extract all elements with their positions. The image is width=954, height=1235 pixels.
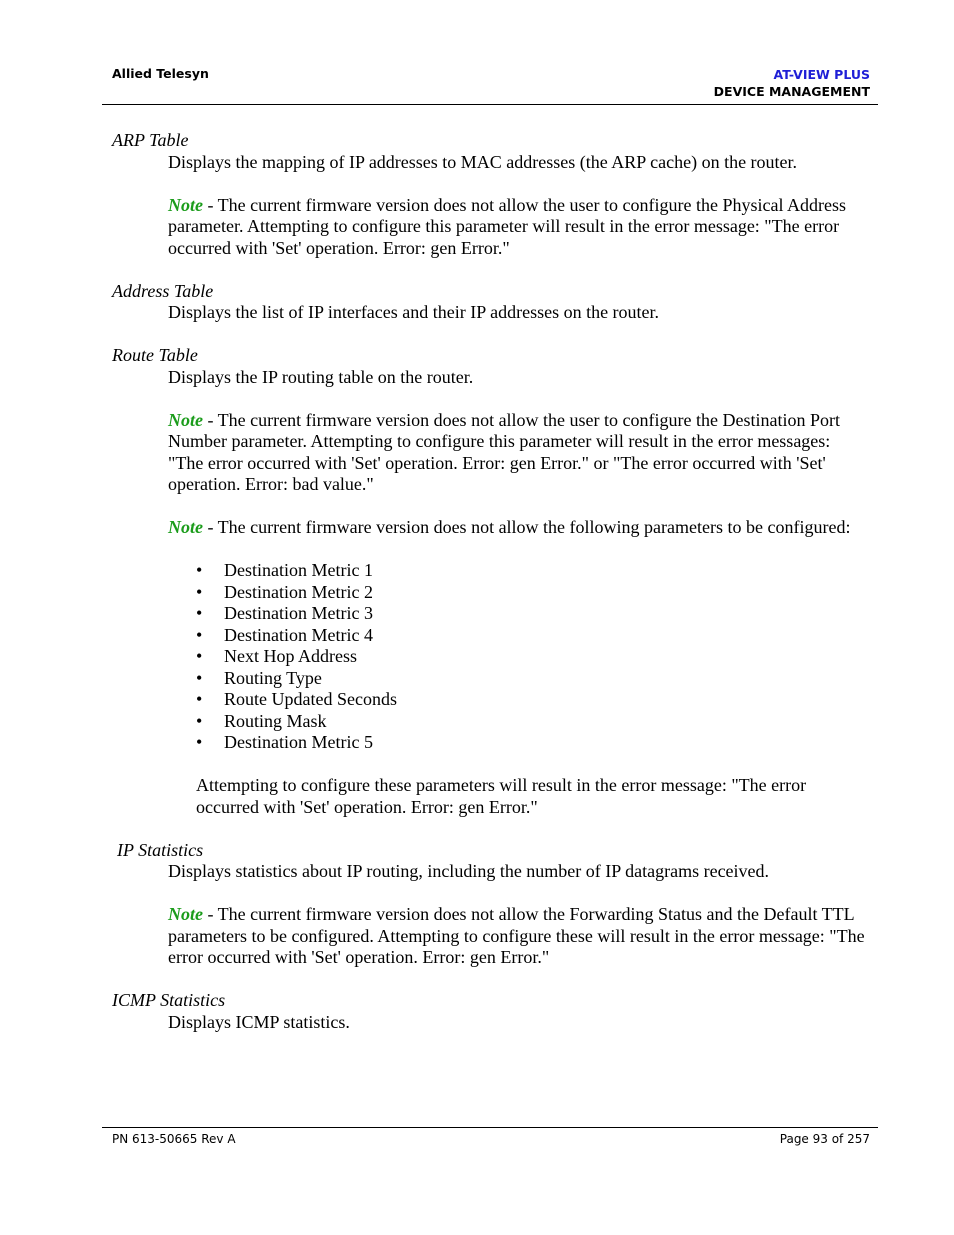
page-number: Page 93 of 257 [779, 1132, 870, 1146]
note-text: - The current firmware version does not allow the Forwarding Status and the Default TTL parameters to be configured. Attempting to configure these will result in the error message: "The error occurred with 'Set' operation. Error: gen Error." [168, 904, 865, 967]
note-text: - The current firmware version does not allow the user to configure the Physical Address parameter. Attempting to configure this parameter will result in the error message: "The error occurred with 'Set' operation. Error: gen Error." [168, 194, 846, 258]
ip-statistics-title: IP Statistics [117, 839, 204, 860]
list-item: • Routing Type [196, 667, 322, 688]
note-label: Note [168, 904, 203, 924]
header-right [714, 66, 870, 100]
list-item: • Destination Metric 1 [196, 560, 373, 580]
product-name: AT-VIEW PLUS [773, 67, 870, 82]
route-table-note-2 [168, 517, 870, 539]
arp-table-desc: Displays the mapping of IP addresses to MAC addresses (the ARP cache) on the router. [168, 151, 798, 172]
arp-table-title: ARP Table [112, 130, 189, 150]
ip-statistics-note [168, 904, 870, 969]
company-name: Allied Telesyn [112, 66, 209, 81]
route-table-title: Route Table [112, 345, 198, 365]
page-body [0, 130, 954, 1033]
list-item: • Destination Metric 3 [196, 603, 373, 623]
address-table-title: Address Table [112, 280, 214, 301]
route-table-after-list: Attempting to configure these parameters will result in the error message: "The error occurred with 'Set' operation. Error: gen Error." [196, 775, 807, 817]
list-item: • Route Updated Seconds [196, 689, 397, 709]
bullet-icon: • [196, 732, 203, 752]
bullet-icon: • [196, 603, 203, 623]
list-item: • Destination Metric 5 [196, 732, 373, 752]
address-table-desc: Displays the list of IP interfaces and their IP addresses on the router. [168, 302, 660, 322]
list-item: • Routing Mask [196, 710, 327, 731]
list-item: • Destination Metric 2 [196, 581, 373, 602]
bullet-icon: • [196, 560, 203, 580]
route-table-desc: Displays the IP routing table on the router. [168, 366, 474, 387]
bullet-icon: • [196, 581, 203, 602]
bullet-icon: • [196, 667, 203, 688]
route-table-note-1 [168, 410, 870, 496]
note-label: Note [168, 194, 203, 215]
note-label: Note [168, 409, 203, 430]
part-number: PN 613-50665 Rev A [112, 1132, 236, 1146]
bullet-icon: • [196, 646, 203, 666]
note-text: - The current firmware version does not allow the following parameters to be configured: [203, 517, 851, 537]
list-item: • Next Hop Address [196, 646, 357, 666]
list-item: • Destination Metric 4 [196, 624, 373, 645]
icmp-statistics-desc: Displays ICMP statistics. [168, 1011, 350, 1032]
unconfigurable-parameter-list [0, 560, 954, 754]
chapter-name: DEVICE MANAGEMENT [713, 84, 870, 99]
note-text: - The current firmware version does not allow the user to configure the Destination Port Number parameter. Attempting to configure this parameter will result in the error messages: "The error occurred with 'Set' operation. Error: gen Error." or "The error occurred with 'Set' operation. Error: bad value." [168, 409, 840, 494]
ip-statistics-desc: Displays statistics about IP routing, including the number of IP datagrams received. [168, 861, 770, 881]
header-rule [102, 104, 878, 105]
bullet-icon: • [196, 710, 203, 731]
icmp-statistics-title: ICMP Statistics [112, 990, 226, 1010]
arp-table-note [168, 195, 870, 260]
bullet-icon: • [196, 689, 203, 709]
note-label: Note [168, 517, 203, 537]
footer-rule [102, 1127, 878, 1128]
bullet-icon: • [196, 624, 203, 645]
